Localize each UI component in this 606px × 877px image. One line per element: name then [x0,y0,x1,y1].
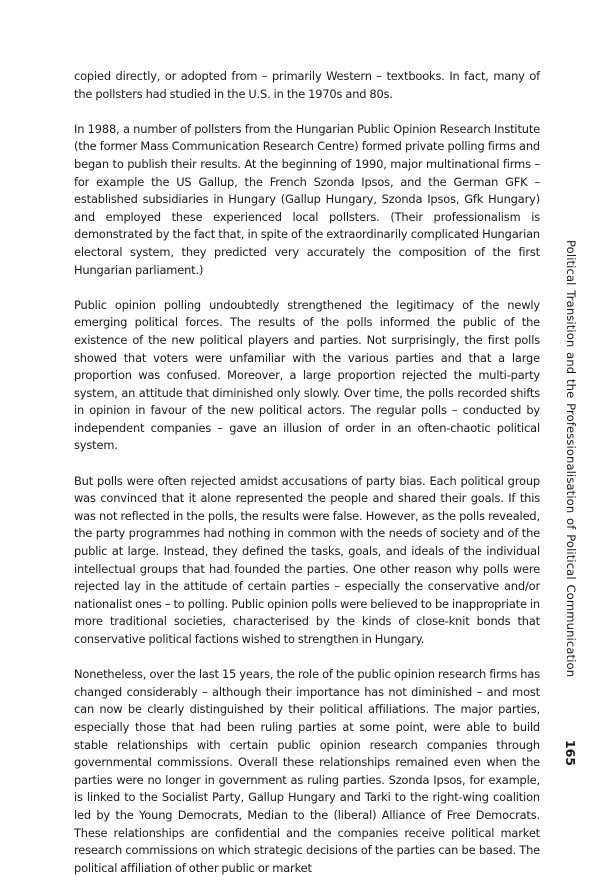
article-body [74,68,540,877]
paragraph-1: copied directly, or adopted from – primarily Western – textbooks. In fact, many of the pollsters had studied in the U.S. in the 1970s and 80s. [74,69,540,101]
running-head [561,240,581,766]
paragraph-4: But polls were often rejected amidst accusations of party bias. Each political group was convinced that it alone represented the people and shared their goals. If this was not reflected in the polls, the results were false. However, as the polls revealed, the party programmes had nothing in common with the needs of society and of the public at large. Instead, they defined the tasks, goals, and ideals of the individual intellectual groups that had founded the parties. One other reason why polls were rejected lay in the attitude of certain parties – especially the conservative and/or nationalist ones – to polling. Public opinion polls were believed to be inappropriate in more traditional societies, characterised by the kinds of close-knit bonds that conservative political factions wished to strengthen in Hungary. [74,473,540,646]
paragraph-5: Nonetheless, over the last 15 years, the role of the public opinion research firms has changed considerably – although their importance has not diminished – and most can now be clearly distinguished by their political affiliations. The major parties, especially those that had been ruling parties at some point, were able to build stable relationships with certain public opinion research companies through governmental commissions. Overall these relationships remained even when the parties were no longer in government as ruling parties. Szonda Ipsos, for example, is linked to the Socialist Party, Gallup Hungary and Tarki to the right-wing coalition led by the Young Democrats, Median to the (liberal) Alliance of Free Democrats. These relationships are confidential and the companies receive political market research commissions on which strategic decisions of the parties can be based. The political affiliation of other public or market [74,667,540,875]
running-head-rotated [561,240,581,766]
running-title: Political Transition and the Professionalisation of Political Communication [564,240,578,678]
paragraph-3: Public opinion polling undoubtedly strengthened the legitimacy of the newly emerging political forces. The results of the polls informed the public of the existence of the new political players and parties. Not surprisingly, the first polls showed that voters were unfamiliar with the various parties and that a large proportion was confused. Moreover, a large proportion rejected the multi-party system, an attitude that diminished only slowly. Over time, the polls recorded shifts in opinion in favour of the new political actors. The regular polls – conducted by independent companies – gave an illusion of order in an often-chaotic political system. [74,297,540,453]
page-number: 165 [563,739,579,766]
paragraph-2: In 1988, a number of pollsters from the Hungarian Public Opinion Research Institute (the former Mass Communication Research Centre) formed private polling firms and began to publish their results. At the beginning of 1990, major multinational firms – for example the US Gallup, the French Szonda Ipsos, and the German GFK – established subsidiaries in Hungary (Gallup Hungary, Szonda Ipsos, Gfk Hungary) and employed these experienced local pollsters. (Their professionalism is demonstrated by the fact that, in spite of the extraordinarily complicated Hungarian electoral system, they predicted very accurately the composition of the first Hungarian parliament.) [74,121,540,277]
